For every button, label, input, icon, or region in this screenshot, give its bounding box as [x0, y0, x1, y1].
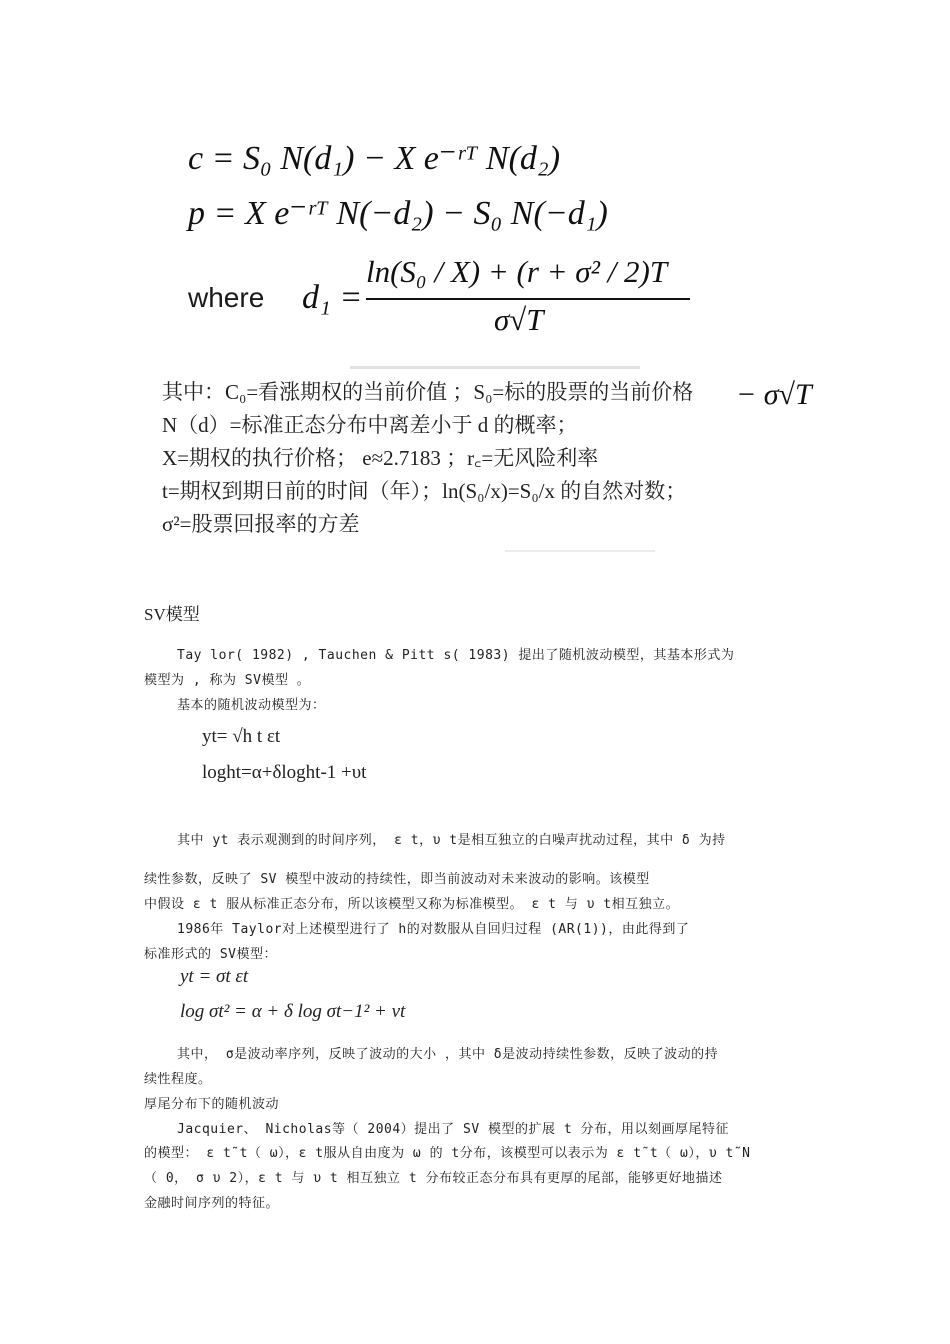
para3-line1: 其中， σ是波动率序列，反映了波动的大小 ，其中 δ是波动持续性参数，反映了波动的持 — [177, 1047, 719, 1062]
scan-artifact — [505, 550, 655, 552]
eq1-line1: yt= √h t εt — [202, 726, 281, 747]
definition-line: t=期权到期日前的时间（年）；ln(S₀/x)=S₀/x 的自然对数； — [162, 479, 687, 503]
d2-tail: − σ√T — [736, 378, 812, 411]
definitions-block — [162, 376, 693, 541]
where-label: where — [188, 282, 265, 313]
eq2-line2: log σt² = α + δ log σt−1² + vt — [180, 1001, 406, 1022]
para1-line2: 模型为 , 称为 SV模型 。 — [144, 673, 311, 688]
section-heading: SV模型 — [144, 605, 200, 624]
bs-call-formula: c = S₀ N(d₁) − X e⁻ʳᵀ N(d₂) — [188, 140, 561, 177]
para4-line3: （ 0， σ υ 2），ε t 与 υ t 相互独立 t 分布较正态分布具有更厚的尾部，能够更好地描述 — [144, 1171, 723, 1186]
para3-line3: 厚尾分布下的随机波动 — [144, 1097, 280, 1112]
definition-line: N（d）=标准正态分布中离差小于 d 的概率； — [162, 413, 578, 437]
para4-line1: Jacquier、 Nicholas等（ 2004）提出了 SV 模型的扩展 t 分布，用以刻画厚尾特征 — [177, 1122, 729, 1137]
definition-line: X=期权的执行价格； e≈2.7183 ；r꜀=无风险利率 — [162, 446, 599, 470]
d1-denominator: σ√T — [494, 302, 544, 337]
para4-line2: 的模型： ε t˜t（ ω），ε t服从自由度为 ω 的 t分布，该模型可以表示为 ε t˜t（ ω），υ t˜N — [144, 1146, 751, 1161]
eq2-line1: yt = σt εt — [180, 966, 249, 987]
para2-line1: 其中 yt 表示观测到的时间序列， ε t，υ t是相互独立的白噪声扰动过程，其中 δ 为持 — [177, 833, 726, 848]
definition-line: σ²=股票回报率的方差 — [162, 512, 360, 536]
d1-lhs: d₁ = — [302, 279, 363, 316]
para2-line2: 续性参数，反映了 SV 模型中波动的持续性，即当前波动对未来波动的影响。该模型 — [144, 872, 650, 887]
d1-fraction-bar — [366, 298, 690, 300]
para3-line2: 续性程度。 — [144, 1072, 212, 1087]
cropped-formula-remnant — [350, 366, 640, 369]
bs-put-formula: p = X e⁻ʳᵀ N(−d₂) − S₀ N(−d₁) — [188, 195, 608, 232]
para4-line4: 金融时间序列的特征。 — [144, 1196, 280, 1211]
d1-numerator: ln(S₀ / X) + (r + σ² / 2)T — [366, 254, 668, 289]
para1-line1: Tay lor( 1982) , Tauchen & Pitt s( 1983) 提出了随机波动模型，其基本形式为 — [177, 648, 735, 663]
para2-line5: 标准形式的 SV模型： — [144, 947, 277, 962]
eq1-line2: loght=α+δloght-1 +υt — [202, 762, 367, 783]
definition-line: 其中：C₀=看涨期权的当前价值 ；S₀=标的股票的当前价格 — [162, 380, 694, 404]
para1-line3: 基本的随机波动模型为： — [177, 698, 326, 713]
para2-line4: 1986年 Taylor对上述模型进行了 h的对数服从自回归过程 (AR(1))，由此得到了 — [177, 922, 690, 937]
para2-line3: 中假设 ε t 服从标准正态分布，所以该模型又称为标准模型。 ε t 与 υ t相互独立。 — [144, 897, 680, 912]
